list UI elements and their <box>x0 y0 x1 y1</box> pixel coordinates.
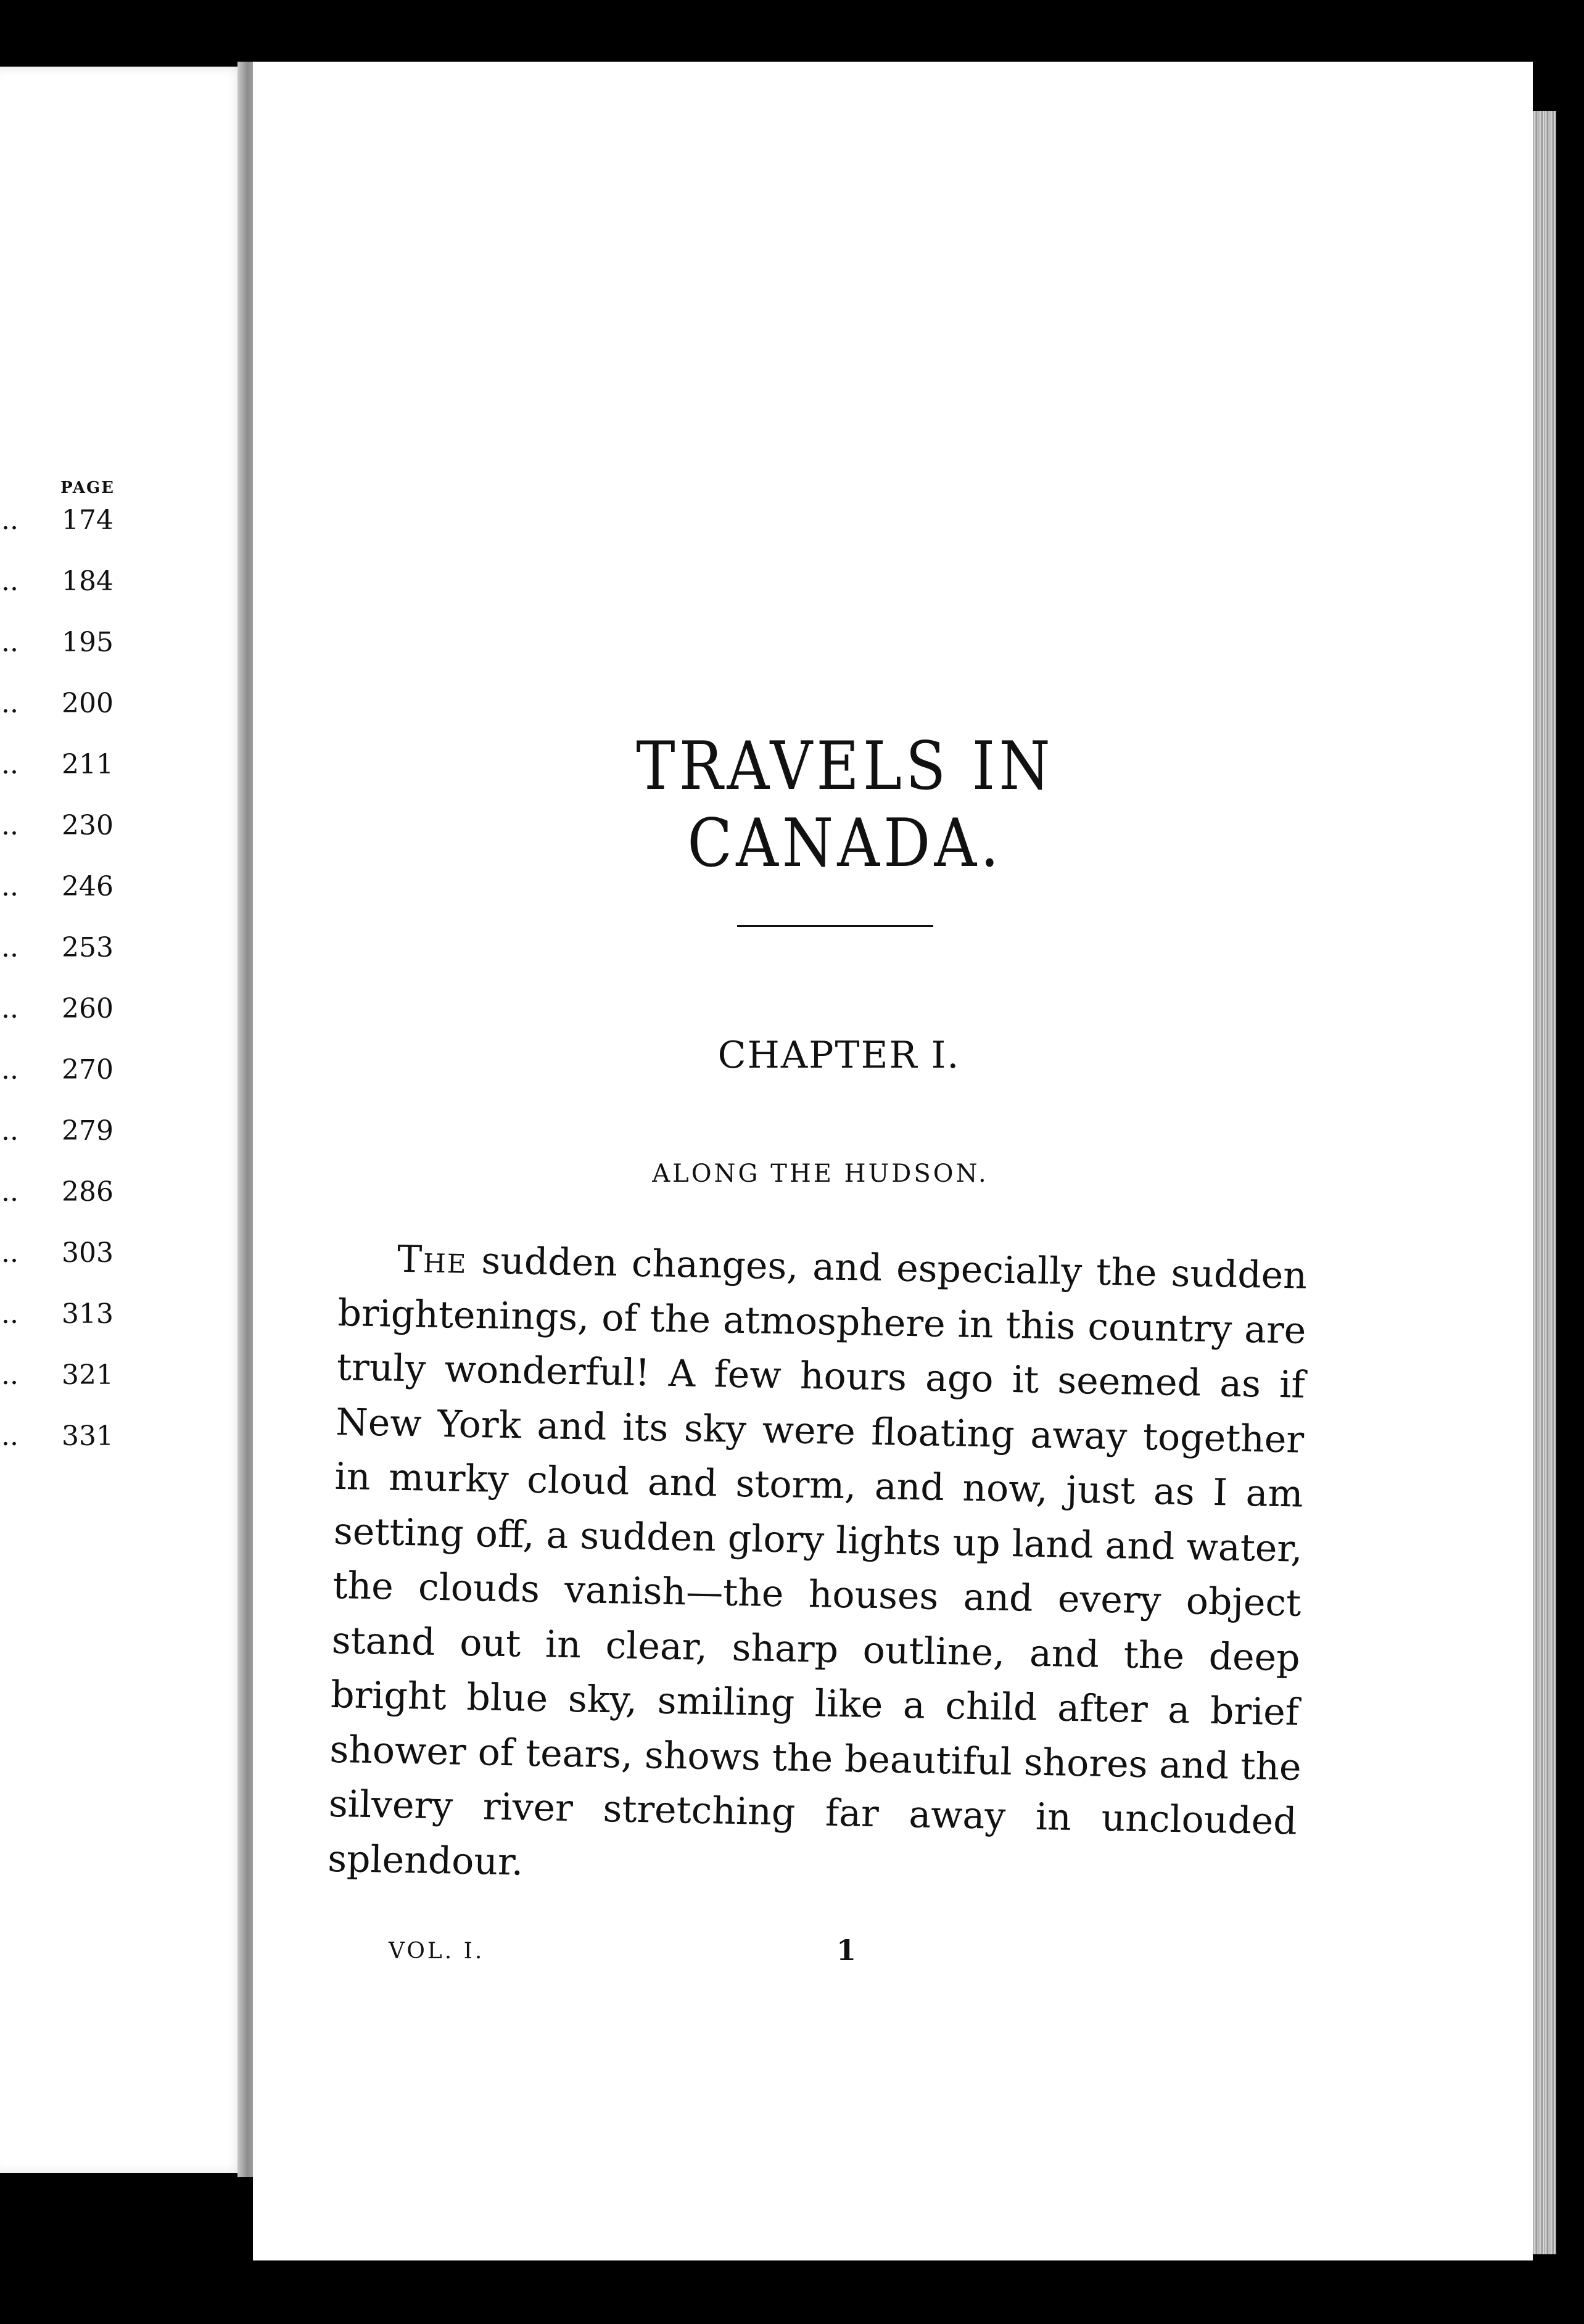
toc-row <box>0 566 123 627</box>
toc-row <box>0 1237 123 1298</box>
toc-page-number: 303 <box>62 1237 113 1269</box>
body-line: brightenings, of the atmosphere in this country are <box>337 1291 1306 1353</box>
toc-leader: .. <box>1 810 19 841</box>
chapter-heading: CHAPTER I. <box>717 1034 960 1077</box>
toc-leader: .. <box>1 566 19 597</box>
body-line: bright blue sky, smiling like a child after a brief <box>330 1673 1300 1734</box>
toc-page-number: 260 <box>62 993 113 1024</box>
body-line: the clouds vanish—the houses and every object <box>332 1564 1301 1625</box>
toc-row <box>0 1054 123 1115</box>
body-line: stand out in clear, sharp outline, and the deep <box>331 1618 1301 1680</box>
book-title: TRAVELS IN CANADA. <box>636 728 1054 882</box>
toc-page-number: 313 <box>62 1298 113 1330</box>
toc-leader: .. <box>1 932 19 963</box>
toc-page-number: 184 <box>62 566 113 597</box>
previous-page <box>0 67 247 2173</box>
toc-leader: .. <box>1 1420 19 1452</box>
toc-leader: .. <box>1 993 19 1024</box>
toc-page-number: 174 <box>62 505 113 536</box>
toc-row <box>0 749 123 810</box>
toc-row <box>0 1420 123 1481</box>
body-line: truly wonderful! A few hours ago it seemed as if <box>336 1345 1306 1407</box>
toc-leader: .. <box>1 627 19 658</box>
toc-leader: .. <box>1 1237 19 1269</box>
toc-page-number: 211 <box>62 749 113 780</box>
toc-row <box>0 810 123 871</box>
toc-page-number: 195 <box>62 627 113 658</box>
toc-leader: .. <box>1 1054 19 1086</box>
toc-row <box>0 1298 123 1359</box>
toc-page-number: 321 <box>62 1359 113 1391</box>
body-text <box>328 1231 1308 1904</box>
toc-row <box>0 932 123 993</box>
toc-leader: .. <box>1 688 19 719</box>
toc-row <box>0 505 123 566</box>
toc-page-number: 270 <box>62 1054 113 1086</box>
toc-row <box>0 993 123 1054</box>
toc-leader: .. <box>1 1298 19 1330</box>
toc-row <box>0 1176 123 1237</box>
toc-page-number: 230 <box>62 810 113 841</box>
toc-row <box>0 688 123 749</box>
toc-page-header: PAGE <box>60 479 115 497</box>
toc-row <box>0 1115 123 1176</box>
toc-page-number: 200 <box>62 688 113 719</box>
title-rule <box>737 925 933 927</box>
body-line: setting off, a sudden glory lights up land and water, <box>333 1509 1303 1571</box>
body-line: shower of tears, shows the beautiful shores and the <box>329 1728 1302 1789</box>
toc-leader: .. <box>1 749 19 780</box>
toc-row <box>0 1359 123 1420</box>
page-number: 1 <box>836 1934 857 1967</box>
toc-leader: .. <box>1 1359 19 1391</box>
toc-leader: .. <box>1 1176 19 1208</box>
toc-page-number: 246 <box>62 871 113 902</box>
page-edge <box>1533 111 1556 2254</box>
chapter-subheading: ALONG THE HUDSON. <box>652 1160 989 1188</box>
toc-row <box>0 627 123 688</box>
toc-page-number: 331 <box>62 1420 113 1452</box>
body-line: silvery river stretching far away in unclouded <box>328 1782 1298 1844</box>
toc-leader: .. <box>1 871 19 902</box>
toc-page-number: 253 <box>62 932 113 963</box>
toc-page-list <box>0 505 123 1481</box>
body-line: New York and its sky were floating away together <box>335 1400 1305 1462</box>
body-line: in murky cloud and storm, and now, just as I am <box>334 1454 1304 1516</box>
body-line-text: sudden changes, and especially the sudden <box>466 1238 1308 1298</box>
toc-row <box>0 871 123 932</box>
toc-page-number: 279 <box>62 1115 113 1147</box>
lead-word: The <box>397 1237 468 1282</box>
toc-leader: .. <box>1 505 19 536</box>
toc-leader: .. <box>1 1115 19 1147</box>
toc-page-number: 286 <box>62 1176 113 1208</box>
signature-mark: VOL. I. <box>389 1939 485 1964</box>
body-line: splendour. <box>327 1837 524 1884</box>
